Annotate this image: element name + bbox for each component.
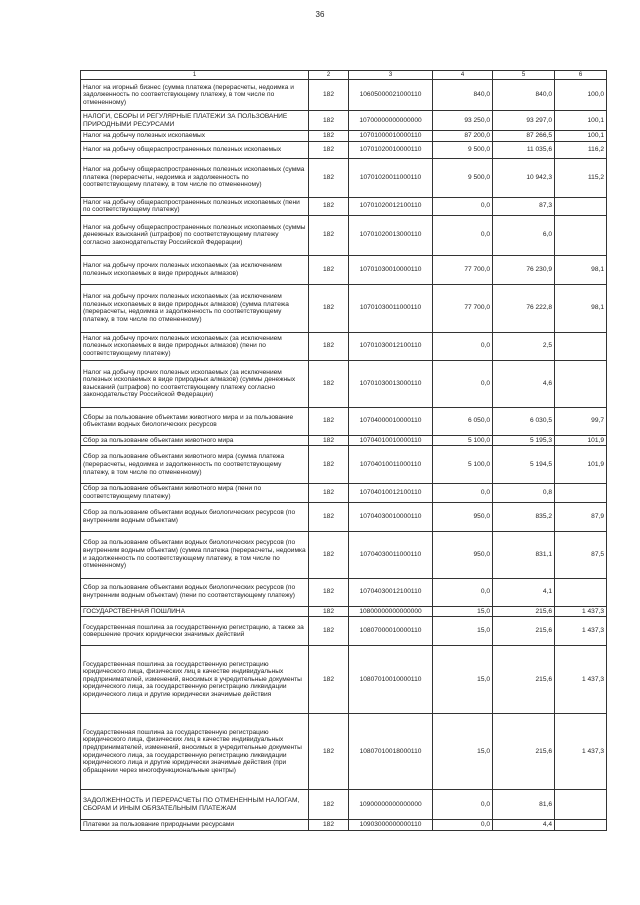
- admin-code: 182: [309, 820, 349, 831]
- plan-amount: 93 250,0: [433, 111, 493, 131]
- actual-amount: 4,4: [493, 820, 555, 831]
- table-row: [81, 131, 607, 142]
- item-name: ГОСУДАРСТВЕННАЯ ПОШЛИНА: [81, 606, 309, 617]
- item-name: Сбор за пользование объектами водных биологических ресурсов (по внутренним водным объектам) (сумма платежа (перерасчеты, недоимка и задолженность по соответствующему платежу, в том числе по отмененному): [81, 531, 309, 578]
- budget-code: 10807010018000110: [349, 714, 433, 790]
- plan-amount: 15,0: [433, 646, 493, 714]
- table-row: [81, 360, 607, 407]
- table-row: [81, 606, 607, 617]
- execution-percent: 87,5: [555, 531, 607, 578]
- budget-code: 10900000000000000: [349, 790, 433, 820]
- budget-code: 10704010011000110: [349, 446, 433, 484]
- plan-amount: 0,0: [433, 332, 493, 360]
- execution-percent: [555, 197, 607, 215]
- execution-percent: [555, 820, 607, 831]
- budget-code: 10704030011000110: [349, 531, 433, 578]
- execution-percent: 115,2: [555, 158, 607, 197]
- item-name: ЗАДОЛЖЕННОСТЬ И ПЕРЕРАСЧЕТЫ ПО ОТМЕНЕННЫМ НАЛОГАМ, СБОРАМ И ИНЫМ ОБЯЗАТЕЛЬНЫМ ПЛАТЕЖАМ: [81, 790, 309, 820]
- table-row: [81, 197, 607, 215]
- budget-code: 10701030012100110: [349, 332, 433, 360]
- table-row: [81, 141, 607, 158]
- table-row: [81, 446, 607, 484]
- admin-code: 182: [309, 714, 349, 790]
- budget-code: 10704010010000110: [349, 435, 433, 446]
- item-name: Государственная пошлина за государственную регистрацию юридического лица, физических лиц в качестве индивидуальных предпринимателей, изменений, вносимых в учредительные документы юридического лица, за государственную регистрацию ликвидации юридического лица и другие юридически значимые действия (при обращении через многофункциональные центры): [81, 714, 309, 790]
- actual-amount: 215,6: [493, 714, 555, 790]
- actual-amount: 76 230,9: [493, 255, 555, 284]
- item-name: Платежи за пользование природными ресурсами: [81, 820, 309, 831]
- execution-percent: 100,1: [555, 131, 607, 142]
- item-name: Налог на добычу общераспространенных полезных ископаемых (суммы денежных взысканий (штрафов) по соответствующему платежу согласно законодательству Российской Федерации): [81, 215, 309, 255]
- item-name: НАЛОГИ, СБОРЫ И РЕГУЛЯРНЫЕ ПЛАТЕЖИ ЗА ПОЛЬЗОВАНИЕ ПРИРОДНЫМИ РЕСУРСАМИ: [81, 111, 309, 131]
- execution-percent: [555, 578, 607, 606]
- item-name: Налог на игорный бизнес (сумма платежа (перерасчеты, недоимка и задолженность по соответствующему платежу, в том числе по отмененному): [81, 80, 309, 111]
- execution-percent: [555, 332, 607, 360]
- admin-code: 182: [309, 284, 349, 332]
- execution-percent: 1 437,3: [555, 617, 607, 646]
- actual-amount: 6 030,5: [493, 407, 555, 435]
- admin-code: 182: [309, 646, 349, 714]
- budget-code: 10704030010000110: [349, 502, 433, 531]
- plan-amount: 15,0: [433, 606, 493, 617]
- actual-amount: 87,3: [493, 197, 555, 215]
- plan-amount: 0,0: [433, 578, 493, 606]
- item-name: Сбор за пользование объектами животного мира (сумма платежа (перерасчеты, недоимка и задолженность по соответствующему платежу, в том числе по отмененному): [81, 446, 309, 484]
- item-name: Сборы за пользование объектами животного мира и за пользование объектами водных биологических ресурсов: [81, 407, 309, 435]
- item-name: Сбор за пользование объектами животного мира: [81, 435, 309, 446]
- admin-code: 182: [309, 80, 349, 111]
- plan-amount: 0,0: [433, 215, 493, 255]
- table-row: [81, 714, 607, 790]
- item-name: Налог на добычу прочих полезных ископаемых (за исключением полезных ископаемых в виде природных алмазов) (суммы денежных взысканий (штрафов) по соответствующему платежу согласно законодательству Российской Федерации): [81, 360, 309, 407]
- admin-code: 182: [309, 531, 349, 578]
- table-row: [81, 646, 607, 714]
- header-cell-5: 5: [493, 71, 555, 80]
- plan-amount: 9 500,0: [433, 158, 493, 197]
- actual-amount: 215,6: [493, 617, 555, 646]
- admin-code: 182: [309, 332, 349, 360]
- execution-percent: 100,1: [555, 111, 607, 131]
- actual-amount: 93 297,0: [493, 111, 555, 131]
- admin-code: 182: [309, 158, 349, 197]
- page-number: 36: [315, 10, 325, 19]
- budget-code: 10903000000000110: [349, 820, 433, 831]
- actual-amount: 835,2: [493, 502, 555, 531]
- budget-code: 10800000000000000: [349, 606, 433, 617]
- execution-percent: 1 437,3: [555, 646, 607, 714]
- header-cell-6: 6: [555, 71, 607, 80]
- table-row: [81, 407, 607, 435]
- admin-code: 182: [309, 141, 349, 158]
- actual-amount: 0,8: [493, 484, 555, 502]
- budget-code: 10701020011000110: [349, 158, 433, 197]
- header-cell-2: 2: [309, 71, 349, 80]
- execution-percent: 1 437,3: [555, 714, 607, 790]
- plan-amount: 950,0: [433, 502, 493, 531]
- actual-amount: 215,6: [493, 646, 555, 714]
- admin-code: 182: [309, 215, 349, 255]
- admin-code: 182: [309, 131, 349, 142]
- plan-amount: 950,0: [433, 531, 493, 578]
- admin-code: 182: [309, 484, 349, 502]
- table-row: [81, 158, 607, 197]
- item-name: Налог на добычу полезных ископаемых: [81, 131, 309, 142]
- admin-code: 182: [309, 502, 349, 531]
- plan-amount: 0,0: [433, 360, 493, 407]
- table-row: [81, 80, 607, 111]
- table-row: [81, 578, 607, 606]
- item-name: Налог на добычу прочих полезных ископаемых (за исключением полезных ископаемых в виде природных алмазов): [81, 255, 309, 284]
- admin-code: 182: [309, 111, 349, 131]
- plan-amount: 9 500,0: [433, 141, 493, 158]
- admin-code: 182: [309, 255, 349, 284]
- actual-amount: 831,1: [493, 531, 555, 578]
- header-cell-4: 4: [433, 71, 493, 80]
- table-row: [81, 111, 607, 131]
- plan-amount: 5 100,0: [433, 446, 493, 484]
- table-body: [81, 71, 607, 831]
- item-name: Сбор за пользование объектами животного мира (пени по соответствующему платежу): [81, 484, 309, 502]
- plan-amount: 15,0: [433, 714, 493, 790]
- actual-amount: 81,6: [493, 790, 555, 820]
- budget-code: 10704000010000110: [349, 407, 433, 435]
- budget-code: 10701020013000110: [349, 215, 433, 255]
- admin-code: 182: [309, 435, 349, 446]
- header-cell-1: 1: [81, 71, 309, 80]
- budget-code: 10701020010000110: [349, 141, 433, 158]
- execution-percent: [555, 215, 607, 255]
- table-row: [81, 332, 607, 360]
- budget-code: 10605000021000110: [349, 80, 433, 111]
- table-row: [81, 255, 607, 284]
- actual-amount: 76 222,8: [493, 284, 555, 332]
- table-row: [81, 617, 607, 646]
- actual-amount: 215,6: [493, 606, 555, 617]
- table-row: [81, 531, 607, 578]
- plan-amount: 0,0: [433, 197, 493, 215]
- table-row: [81, 820, 607, 831]
- actual-amount: 5 194,5: [493, 446, 555, 484]
- execution-percent: [555, 360, 607, 407]
- budget-code: 10701020012100110: [349, 197, 433, 215]
- actual-amount: 840,0: [493, 80, 555, 111]
- item-name: Налог на добычу прочих полезных ископаемых (за исключением полезных ископаемых в виде природных алмазов) (пени по соответствующему платежу): [81, 332, 309, 360]
- table-row: [81, 484, 607, 502]
- table-row: [81, 435, 607, 446]
- execution-percent: 87,9: [555, 502, 607, 531]
- header-cell-3: 3: [349, 71, 433, 80]
- admin-code: 182: [309, 606, 349, 617]
- budget-table: [80, 70, 607, 831]
- budget-code: 10700000000000000: [349, 111, 433, 131]
- execution-percent: 1 437,3: [555, 606, 607, 617]
- item-name: Налог на добычу общераспространенных полезных ископаемых (сумма платежа (перерасчеты, недоимка и задолженность по соответствующему платежу, в том числе по отмененному): [81, 158, 309, 197]
- budget-code: 10807010010000110: [349, 646, 433, 714]
- plan-amount: 5 100,0: [433, 435, 493, 446]
- admin-code: 182: [309, 578, 349, 606]
- admin-code: 182: [309, 197, 349, 215]
- budget-code: 10704010012100110: [349, 484, 433, 502]
- plan-amount: 0,0: [433, 790, 493, 820]
- table-row: [81, 502, 607, 531]
- admin-code: 182: [309, 360, 349, 407]
- budget-code: 10701030013000110: [349, 360, 433, 407]
- item-name: Сбор за пользование объектами водных биологических ресурсов (по внутренним водным объектам): [81, 502, 309, 531]
- execution-percent: 98,1: [555, 284, 607, 332]
- actual-amount: 87 266,5: [493, 131, 555, 142]
- execution-percent: [555, 484, 607, 502]
- plan-amount: 6 050,0: [433, 407, 493, 435]
- item-name: Государственная пошлина за государственную регистрацию юридического лица, физических лиц в качестве индивидуальных предпринимателей, изменений, вносимых в учредительные документы юридического лица, за государственную регистрацию ликвидации юридического лица и другие юридически значимые действия: [81, 646, 309, 714]
- actual-amount: 6,0: [493, 215, 555, 255]
- actual-amount: 2,5: [493, 332, 555, 360]
- item-name: Государственная пошлина за государственную регистрацию, а также за совершение прочих юридически значимых действий: [81, 617, 309, 646]
- execution-percent: 99,7: [555, 407, 607, 435]
- execution-percent: 101,9: [555, 435, 607, 446]
- plan-amount: 15,0: [433, 617, 493, 646]
- execution-percent: 101,9: [555, 446, 607, 484]
- admin-code: 182: [309, 790, 349, 820]
- item-name: Налог на добычу прочих полезных ископаемых (за исключением полезных ископаемых в виде природных алмазов) (сумма платежа (перерасчеты, недоимка и задолженность по соответствующему платежу, в том числе по отмененному): [81, 284, 309, 332]
- admin-code: 182: [309, 446, 349, 484]
- budget-code: 10701030011000110: [349, 284, 433, 332]
- budget-code: 10701030010000110: [349, 255, 433, 284]
- plan-amount: 0,0: [433, 820, 493, 831]
- plan-amount: 87 200,0: [433, 131, 493, 142]
- table-row: [81, 215, 607, 255]
- item-name: Налог на добычу общераспространенных полезных ископаемых: [81, 141, 309, 158]
- admin-code: 182: [309, 617, 349, 646]
- plan-amount: 77 700,0: [433, 284, 493, 332]
- plan-amount: 840,0: [433, 80, 493, 111]
- table-row: [81, 284, 607, 332]
- execution-percent: 100,0: [555, 80, 607, 111]
- plan-amount: 77 700,0: [433, 255, 493, 284]
- execution-percent: 98,1: [555, 255, 607, 284]
- actual-amount: 4,6: [493, 360, 555, 407]
- execution-percent: 116,2: [555, 141, 607, 158]
- execution-percent: [555, 790, 607, 820]
- actual-amount: 11 035,6: [493, 141, 555, 158]
- item-name: Сбор за пользование объектами водных биологических ресурсов (по внутренним водным объектам) (пени по соответствующему платежу): [81, 578, 309, 606]
- budget-code: 10704030012100110: [349, 578, 433, 606]
- table-row: [81, 790, 607, 820]
- admin-code: 182: [309, 407, 349, 435]
- actual-amount: 4,1: [493, 578, 555, 606]
- budget-code: 10701000010000110: [349, 131, 433, 142]
- budget-code: 10807000010000110: [349, 617, 433, 646]
- plan-amount: 0,0: [433, 484, 493, 502]
- actual-amount: 5 195,3: [493, 435, 555, 446]
- header-row: [81, 71, 607, 80]
- item-name: Налог на добычу общераспространенных полезных ископаемых (пени по соответствующему платежу): [81, 197, 309, 215]
- actual-amount: 10 942,3: [493, 158, 555, 197]
